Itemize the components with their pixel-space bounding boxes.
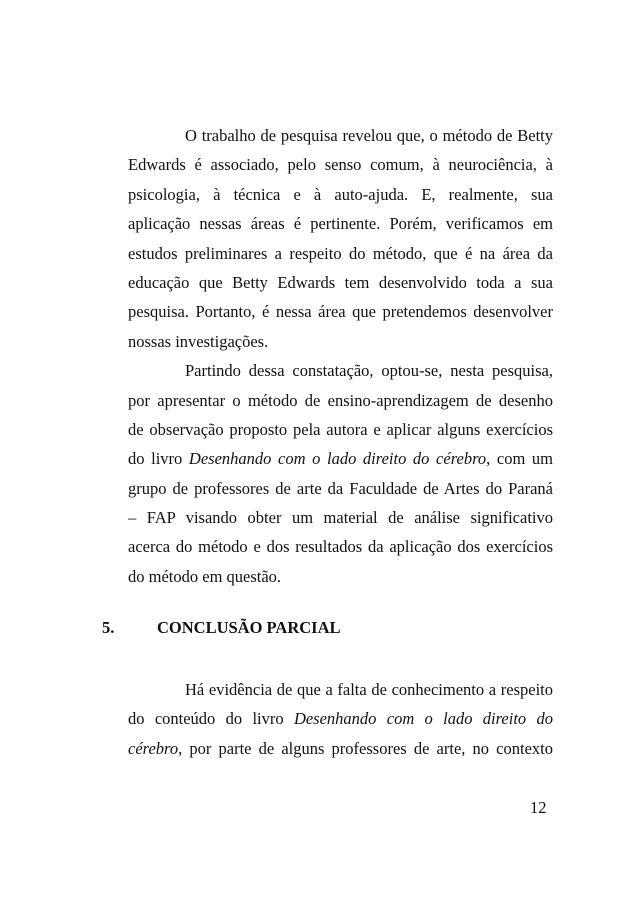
text-line: grupo de professores de arte da Faculdade de Artes do Paraná [128, 478, 553, 498]
text-line: educação que Betty Edwards tem desenvolvido toda a sua [128, 272, 553, 292]
text-line: Há evidência de que a falta de conhecimento a respeito [185, 680, 553, 699]
text-line: acerca do método e dos resultados da aplicação dos exercícios [128, 537, 553, 557]
book-title: cérebro [128, 738, 179, 758]
book-title: Desenhando com o lado direito do [293, 709, 553, 729]
text-line: pesquisa. Portanto, é nessa área que pretendemos desenvolver [128, 302, 553, 322]
book-title: Desenhando com o lado direito do cérebro [188, 449, 487, 469]
text-fragment: , por parte de alguns professores de arte, no contexto [178, 738, 553, 758]
text-line: O trabalho de pesquisa revelou que, o método de Betty [185, 126, 553, 145]
text-line: do método em questão. [128, 566, 282, 586]
text-line: de observação proposto pela autora e aplicar alguns exercícios [128, 419, 553, 439]
section-number: 5. [102, 618, 115, 637]
text-line-with-book-title [128, 704, 553, 733]
conclusion-text-block [128, 675, 553, 763]
text-line: – FAP visando obter um material de análise significativo [128, 508, 553, 528]
text-line: Partindo dessa constatação, optou-se, nesta pesquisa, [185, 361, 553, 381]
text-line: psicologia, à técnica e à auto-ajuda. E, realmente, sua [128, 184, 553, 204]
text-fragment: do conteúdo do livro [128, 709, 294, 729]
text-line: nossas investigações. [128, 331, 269, 351]
text-fragment: , com um [486, 449, 553, 469]
text-line: Edwards é associado, pelo senso comum, à neurociência, à [128, 155, 553, 175]
text-fragment: do livro [128, 449, 189, 469]
body-text-block [128, 121, 553, 591]
text-line: por apresentar o método de ensino-aprendizagem de desenho [128, 390, 553, 410]
section-title: CONCLUSÃO PARCIAL [157, 618, 341, 637]
text-line: estudos preliminares a respeito do método, que é na área da [128, 243, 553, 263]
text-line-with-book-title [128, 444, 553, 473]
text-line: aplicação nessas áreas é pertinente. Porém, verificamos em [128, 214, 553, 234]
page-number: 12 [530, 798, 547, 817]
text-line-with-book-title [128, 734, 553, 763]
